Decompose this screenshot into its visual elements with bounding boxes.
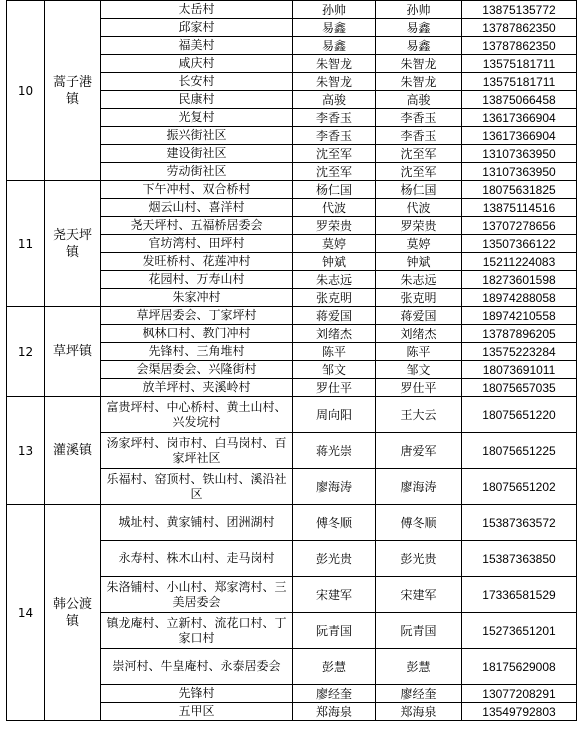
- village-cell: 先锋村、三角堆村: [101, 343, 293, 361]
- contact-a-cell: 刘绪杰: [293, 325, 376, 343]
- phone-cell: 18075657035: [462, 379, 577, 397]
- contact-b-cell: 沈至军: [376, 145, 462, 163]
- contact-b-cell: 罗仕平: [376, 379, 462, 397]
- contact-b-cell: 刘绪杰: [376, 325, 462, 343]
- contact-a-cell: 廖海涛: [293, 469, 376, 505]
- contact-b-cell: 沈至军: [376, 163, 462, 181]
- contact-a-cell: 李香玉: [293, 127, 376, 145]
- contact-a-cell: 高骏: [293, 91, 376, 109]
- contact-b-cell: 李香玉: [376, 127, 462, 145]
- phone-cell: 15273651201: [462, 613, 577, 649]
- contact-a-cell: 郑海泉: [293, 703, 376, 721]
- contact-b-cell: 邹文: [376, 361, 462, 379]
- contact-b-cell: 朱志远: [376, 271, 462, 289]
- contact-b-cell: 朱智龙: [376, 73, 462, 91]
- phone-cell: 13575181711: [462, 55, 577, 73]
- phone-cell: 13507366122: [462, 235, 577, 253]
- phone-cell: 13107363950: [462, 163, 577, 181]
- contact-b-cell: 易鑫: [376, 37, 462, 55]
- village-cell: 乐福村、窑顶村、铁山村、溪沿社区: [101, 469, 293, 505]
- phone-cell: 13787862350: [462, 37, 577, 55]
- village-cell: 朱洛铺村、小山村、郑家湾村、三美居委会: [101, 577, 293, 613]
- group-number: 13: [7, 397, 45, 505]
- phone-cell: 15387363850: [462, 541, 577, 577]
- contact-b-cell: 钟斌: [376, 253, 462, 271]
- group-number: 14: [7, 505, 45, 721]
- contact-b-cell: 彭慧: [376, 649, 462, 685]
- town-name: 灌溪镇: [45, 397, 101, 505]
- village-cell: 福美村: [101, 37, 293, 55]
- contact-a-cell: 易鑫: [293, 19, 376, 37]
- contact-b-cell: 廖海涛: [376, 469, 462, 505]
- phone-cell: 15211224083: [462, 253, 577, 271]
- village-cell: 咸庆村: [101, 55, 293, 73]
- phone-cell: 13707278656: [462, 217, 577, 235]
- phone-cell: 18974210558: [462, 307, 577, 325]
- phone-cell: 18073691011: [462, 361, 577, 379]
- village-cell: 光复村: [101, 109, 293, 127]
- contact-a-cell: 朱智龙: [293, 55, 376, 73]
- village-cell: 崇河村、牛皇庵村、永泰居委会: [101, 649, 293, 685]
- phone-cell: 13077208291: [462, 685, 577, 703]
- phone-cell: 18075651220: [462, 397, 577, 433]
- contact-a-cell: 钟斌: [293, 253, 376, 271]
- village-cell: 振兴街社区: [101, 127, 293, 145]
- contact-b-cell: 宋建军: [376, 577, 462, 613]
- contact-b-cell: 蒋爱国: [376, 307, 462, 325]
- village-cell: 民康村: [101, 91, 293, 109]
- phone-cell: 18075651202: [462, 469, 577, 505]
- phone-cell: 18175629008: [462, 649, 577, 685]
- village-cell: 五甲区: [101, 703, 293, 721]
- contact-a-cell: 沈至军: [293, 145, 376, 163]
- phone-cell: 13787862350: [462, 19, 577, 37]
- contact-a-cell: 阮青国: [293, 613, 376, 649]
- town-name: 尧天坪镇: [45, 181, 101, 307]
- table-row: [7, 505, 577, 541]
- town-name: 蒿子港镇: [45, 1, 101, 181]
- village-cell: 会渠居委会、兴隆街村: [101, 361, 293, 379]
- phone-cell: 13549792803: [462, 703, 577, 721]
- phone-cell: 18075651225: [462, 433, 577, 469]
- table-row: [7, 307, 577, 325]
- contact-a-cell: 莫婷: [293, 235, 376, 253]
- contact-b-cell: 廖经奎: [376, 685, 462, 703]
- contact-b-cell: 郑海泉: [376, 703, 462, 721]
- contact-a-cell: 周向阳: [293, 397, 376, 433]
- village-cell: 尧天坪村、五福桥居委会: [101, 217, 293, 235]
- contact-a-cell: 罗仕平: [293, 379, 376, 397]
- contact-b-cell: 杨仁国: [376, 181, 462, 199]
- contact-table: [6, 0, 577, 721]
- village-cell: 下午冲村、双合桥村: [101, 181, 293, 199]
- contact-b-cell: 阮青国: [376, 613, 462, 649]
- contact-b-cell: 罗荣贵: [376, 217, 462, 235]
- contact-b-cell: 李香玉: [376, 109, 462, 127]
- village-cell: 劳动街社区: [101, 163, 293, 181]
- village-cell: 富贵坪村、中心桥村、黄土山村、兴发垸村: [101, 397, 293, 433]
- contact-a-cell: 代波: [293, 199, 376, 217]
- phone-cell: 13575223284: [462, 343, 577, 361]
- village-cell: 邱家村: [101, 19, 293, 37]
- contact-a-cell: 蒋光崇: [293, 433, 376, 469]
- phone-cell: 18974288058: [462, 289, 577, 307]
- phone-cell: 13875135772: [462, 1, 577, 19]
- contact-b-cell: 朱智龙: [376, 55, 462, 73]
- village-cell: 烟云山村、喜洋村: [101, 199, 293, 217]
- contact-a-cell: 朱志远: [293, 271, 376, 289]
- phone-cell: 13617366904: [462, 109, 577, 127]
- village-cell: 永寿村、株木山村、走马岗村: [101, 541, 293, 577]
- group-number: 11: [7, 181, 45, 307]
- contact-a-cell: 张克明: [293, 289, 376, 307]
- contact-b-cell: 孙帅: [376, 1, 462, 19]
- village-cell: 长安村: [101, 73, 293, 91]
- contact-a-cell: 彭光贵: [293, 541, 376, 577]
- group-number: 12: [7, 307, 45, 397]
- contact-b-cell: 王大云: [376, 397, 462, 433]
- contact-a-cell: 宋建军: [293, 577, 376, 613]
- contact-a-cell: 廖经奎: [293, 685, 376, 703]
- contact-a-cell: 彭慧: [293, 649, 376, 685]
- contact-a-cell: 杨仁国: [293, 181, 376, 199]
- contact-b-cell: 易鑫: [376, 19, 462, 37]
- contact-table-page: [6, 0, 576, 721]
- phone-cell: 13107363950: [462, 145, 577, 163]
- village-cell: 草坪居委会、丁家坪村: [101, 307, 293, 325]
- phone-cell: 13787896205: [462, 325, 577, 343]
- contact-a-cell: 邹文: [293, 361, 376, 379]
- town-name: 韩公渡镇: [45, 505, 101, 721]
- village-cell: 枫林口村、教门冲村: [101, 325, 293, 343]
- phone-cell: 13617366904: [462, 127, 577, 145]
- contact-b-cell: 傅冬顺: [376, 505, 462, 541]
- village-cell: 朱家冲村: [101, 289, 293, 307]
- group-number: 10: [7, 1, 45, 181]
- village-cell: 花园村、万寿山村: [101, 271, 293, 289]
- village-cell: 城址村、黄家铺村、团洲湖村: [101, 505, 293, 541]
- contact-table-body: [7, 1, 577, 721]
- contact-a-cell: 蒋爱国: [293, 307, 376, 325]
- village-cell: 发旺桥村、花莲冲村: [101, 253, 293, 271]
- phone-cell: 18075631825: [462, 181, 577, 199]
- contact-a-cell: 孙帅: [293, 1, 376, 19]
- contact-b-cell: 彭光贵: [376, 541, 462, 577]
- phone-cell: 13875114516: [462, 199, 577, 217]
- contact-a-cell: 陈平: [293, 343, 376, 361]
- contact-a-cell: 朱智龙: [293, 73, 376, 91]
- town-name: 草坪镇: [45, 307, 101, 397]
- village-cell: 官坊湾村、田坪村: [101, 235, 293, 253]
- contact-b-cell: 高骏: [376, 91, 462, 109]
- village-cell: 放羊坪村、夹溪岭村: [101, 379, 293, 397]
- contact-b-cell: 张克明: [376, 289, 462, 307]
- contact-b-cell: 唐爱军: [376, 433, 462, 469]
- phone-cell: 18273601598: [462, 271, 577, 289]
- table-row: [7, 397, 577, 433]
- table-row: [7, 1, 577, 19]
- table-row: [7, 181, 577, 199]
- village-cell: 先锋村: [101, 685, 293, 703]
- phone-cell: 17336581529: [462, 577, 577, 613]
- contact-a-cell: 傅冬顺: [293, 505, 376, 541]
- contact-a-cell: 李香玉: [293, 109, 376, 127]
- village-cell: 镇龙庵村、立新村、流花口村、丁家口村: [101, 613, 293, 649]
- phone-cell: 13575181711: [462, 73, 577, 91]
- village-cell: 汤家坪村、岗市村、白马岗村、百家坪社区: [101, 433, 293, 469]
- contact-a-cell: 易鑫: [293, 37, 376, 55]
- village-cell: 太岳村: [101, 1, 293, 19]
- village-cell: 建设街社区: [101, 145, 293, 163]
- contact-a-cell: 罗荣贵: [293, 217, 376, 235]
- contact-b-cell: 代波: [376, 199, 462, 217]
- contact-a-cell: 沈至军: [293, 163, 376, 181]
- phone-cell: 15387363572: [462, 505, 577, 541]
- contact-b-cell: 陈平: [376, 343, 462, 361]
- contact-b-cell: 莫婷: [376, 235, 462, 253]
- phone-cell: 13875066458: [462, 91, 577, 109]
